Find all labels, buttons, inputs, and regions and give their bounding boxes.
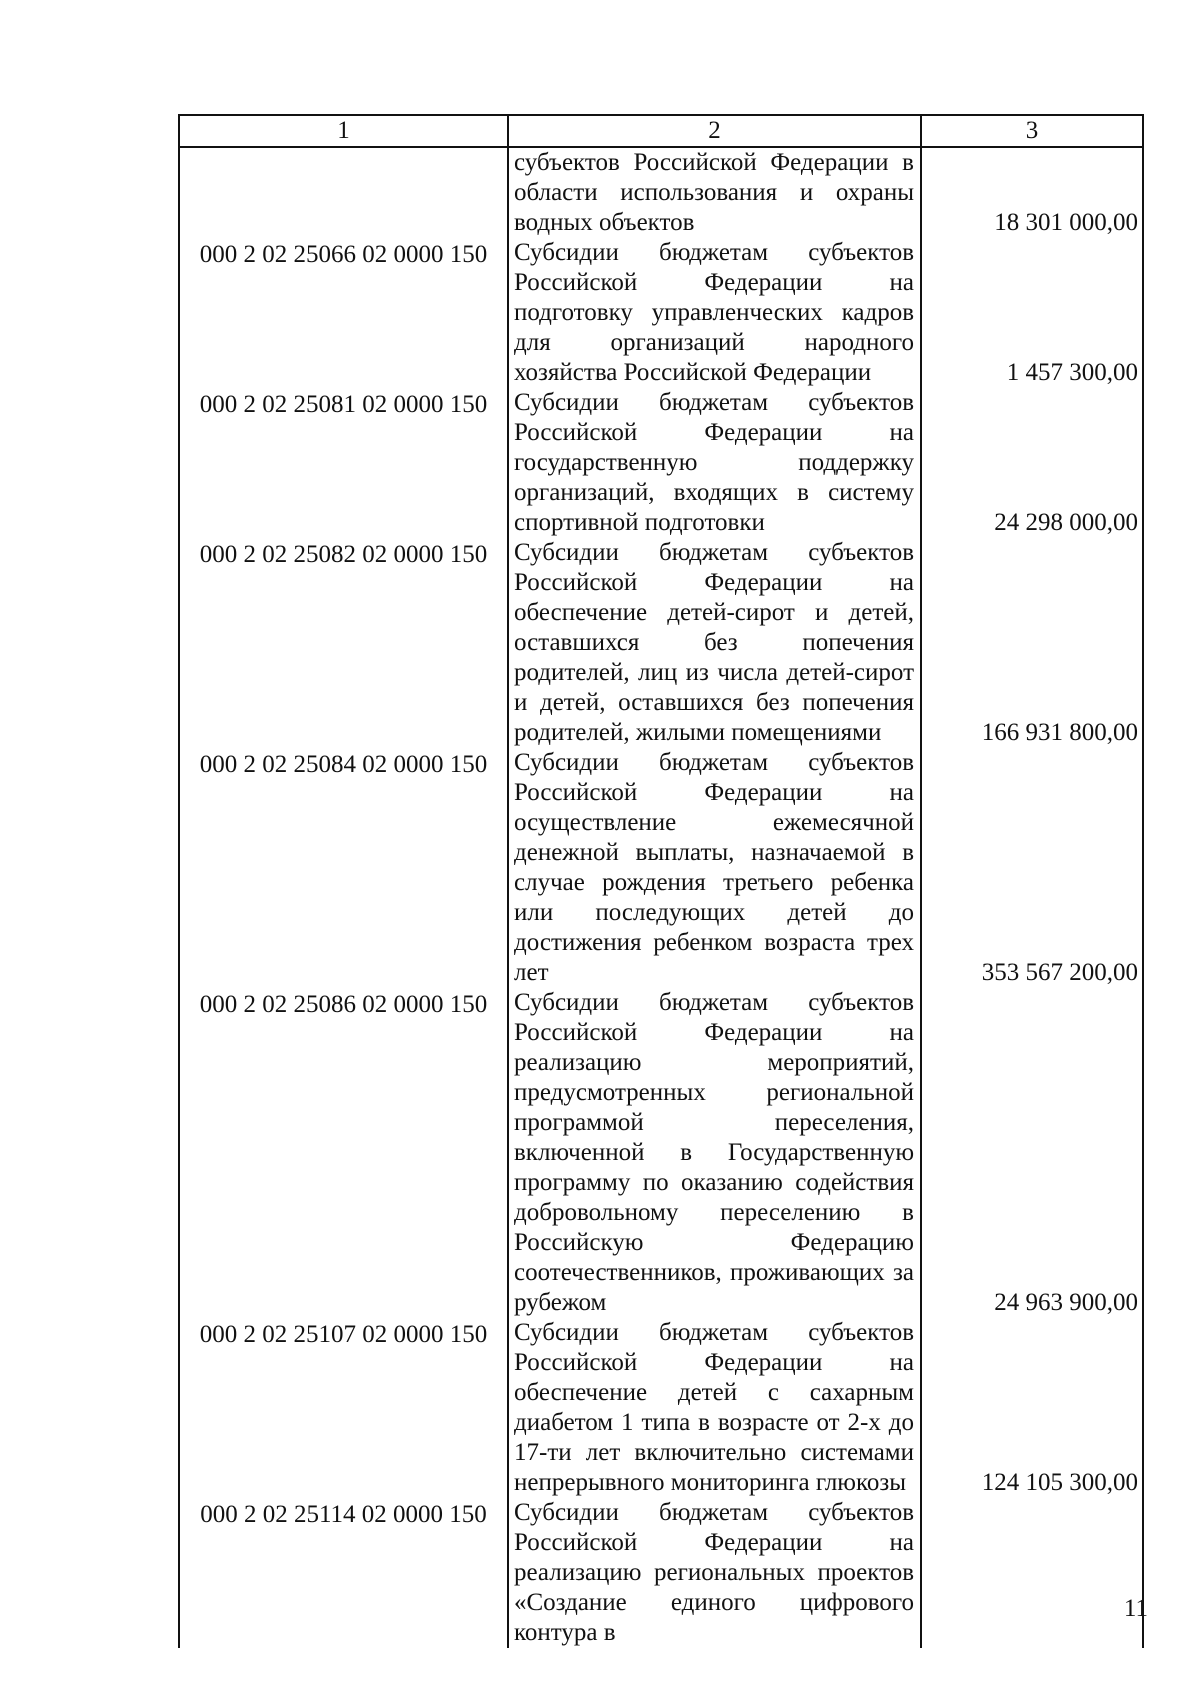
budget-code-cell: 000 2 02 25086 02 0000 150 xyxy=(179,988,508,1318)
budget-code-cell: 000 2 02 25084 02 0000 150 xyxy=(179,748,508,988)
table-row xyxy=(179,1498,1143,1648)
description-cell: Субсидии бюджетам субъектов Российской Федерации на подготовку управленческих кадров для организаций народного хозяйства Российской Федерации xyxy=(508,238,921,388)
table-row xyxy=(179,238,1143,388)
amount-cell: 24 963 900,00 xyxy=(921,988,1143,1318)
table-header xyxy=(179,115,1143,147)
table-row xyxy=(179,748,1143,988)
description-cell: Субсидии бюджетам субъектов Российской Федерации на реализацию региональных проектов «Создание единого цифрового контура в xyxy=(508,1498,921,1648)
budget-code-cell: 000 2 02 25066 02 0000 150 xyxy=(179,238,508,388)
description-cell: Субсидии бюджетам субъектов Российской Федерации на реализацию мероприятий, предусмотренных региональной программой переселения, включенной в Государственную программу по оказанию содействия добровольному переселению в Российскую Федерацию соотечественников, проживающих за рубежом xyxy=(508,988,921,1318)
budget-code-cell: 000 2 02 25107 02 0000 150 xyxy=(179,1318,508,1498)
budget-code-cell xyxy=(179,147,508,238)
description-cell: Субсидии бюджетам субъектов Российской Федерации на государственную поддержку организаций, входящих в систему спортивной подготовки xyxy=(508,388,921,538)
description-cell: Субсидии бюджетам субъектов Российской Федерации на обеспечение детей с сахарным диабетом 1 типа в возрасте от 2-х до 17-ти лет включительно системами непрерывного мониторинга глюкозы xyxy=(508,1318,921,1498)
budget-code-cell: 000 2 02 25114 02 0000 150 xyxy=(179,1498,508,1648)
column-header-2: 2 xyxy=(508,115,921,147)
budget-code-cell: 000 2 02 25081 02 0000 150 xyxy=(179,388,508,538)
description-cell: Субсидии бюджетам субъектов Российской Федерации на осуществление ежемесячной денежной выплаты, назначаемой в случае рождения третьего ребенка или последующих детей до достижения ребенком возраста трех лет xyxy=(508,748,921,988)
amount-cell: 1 457 300,00 xyxy=(921,238,1143,388)
table-row xyxy=(179,1318,1143,1498)
description-cell: субъектов Российской Федерации в области использования и охраны водных объектов xyxy=(508,147,921,238)
description-cell: Субсидии бюджетам субъектов Российской Федерации на обеспечение детей-сирот и детей, оставшихся без попечения родителей, лиц из числа детей-сирот и детей, оставшихся без попечения родителей, жилыми помещениями xyxy=(508,538,921,748)
amount-cell: 166 931 800,00 xyxy=(921,538,1143,748)
page-number: 11 xyxy=(1123,1595,1148,1622)
table-row xyxy=(179,147,1143,238)
column-header-1: 1 xyxy=(179,115,508,147)
amount-cell: 124 105 300,00 xyxy=(921,1318,1143,1498)
amount-cell xyxy=(921,1498,1143,1648)
table-header-row xyxy=(179,115,1143,147)
table-row xyxy=(179,538,1143,748)
budget-code-cell: 000 2 02 25082 02 0000 150 xyxy=(179,538,508,748)
amount-cell: 353 567 200,00 xyxy=(921,748,1143,988)
column-header-3: 3 xyxy=(921,115,1143,147)
amount-cell: 24 298 000,00 xyxy=(921,388,1143,538)
table-row xyxy=(179,388,1143,538)
table-body xyxy=(179,147,1143,1648)
amount-cell: 18 301 000,00 xyxy=(921,147,1143,238)
budget-table xyxy=(178,114,1144,1648)
table-row xyxy=(179,988,1143,1318)
